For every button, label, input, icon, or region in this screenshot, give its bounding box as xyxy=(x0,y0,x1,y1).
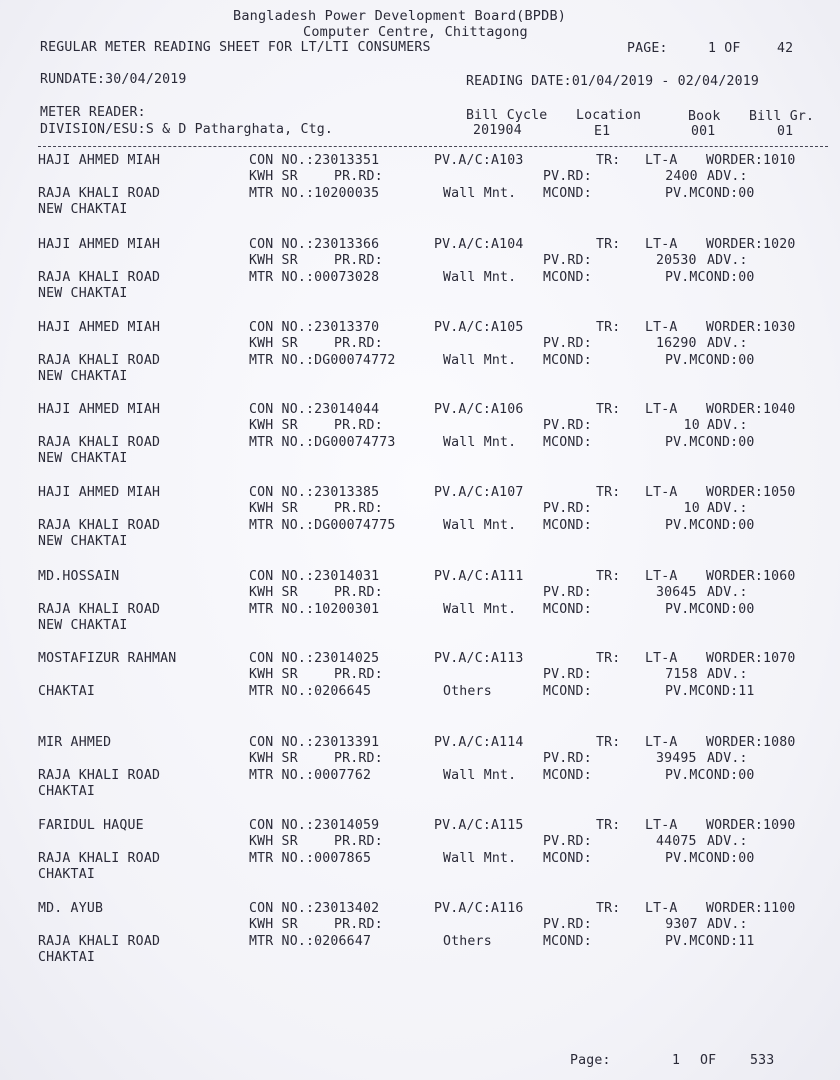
tariff: LT-A xyxy=(645,237,678,252)
consumer-name: MIR AHMED xyxy=(38,735,112,750)
page-total: 42 xyxy=(777,41,794,56)
consumer-name: MD. AYUB xyxy=(38,901,104,916)
pv-rd-label: PV.RD: xyxy=(543,917,592,932)
adv-label: ADV.: xyxy=(707,336,748,351)
work-order: WORDER:1050 xyxy=(706,485,796,500)
mcond-label: MCOND: xyxy=(543,186,592,201)
work-order: WORDER:1040 xyxy=(706,402,796,417)
pr-rd-label: PR.RD: xyxy=(334,253,383,268)
reading-date: READING DATE:01/04/2019 - 02/04/2019 xyxy=(466,74,760,89)
page-number: 1 OF xyxy=(708,41,741,56)
address-line-1: CHAKTAI xyxy=(38,684,95,699)
consumer-record xyxy=(0,901,840,983)
con-number: CON NO.:23014031 xyxy=(249,569,380,584)
meter-number: MTR NO.:0007865 xyxy=(249,851,372,866)
consumer-record xyxy=(0,320,840,402)
pv-mcond: PV.MCOND:00 xyxy=(665,270,755,285)
work-order: WORDER:1010 xyxy=(706,153,796,168)
meter-number: MTR NO.:DG00074775 xyxy=(249,518,396,533)
work-order: WORDER:1100 xyxy=(706,901,796,916)
pv-rd-label: PV.RD: xyxy=(543,751,592,766)
mcond-label: MCOND: xyxy=(543,270,592,285)
pv-account: PV.A/C:A107 xyxy=(434,485,524,500)
mount-type: Wall Mnt. xyxy=(443,186,517,201)
con-number: CON NO.:23013402 xyxy=(249,901,380,916)
tr-label: TR: xyxy=(596,153,621,168)
mount-type: Wall Mnt. xyxy=(443,518,517,533)
pv-account: PV.A/C:A115 xyxy=(434,818,524,833)
address-line-1: RAJA KHALI ROAD xyxy=(38,353,161,368)
meter-number: MTR NO.:0206645 xyxy=(249,684,372,699)
pv-rd-value: 10 xyxy=(683,501,700,516)
con-number: CON NO.:23014059 xyxy=(249,818,380,833)
con-number: CON NO.:23013385 xyxy=(249,485,380,500)
address-line-1: RAJA KHALI ROAD xyxy=(38,602,161,617)
pr-rd-label: PR.RD: xyxy=(334,336,383,351)
meter-number: MTR NO.:DG00074772 xyxy=(249,353,396,368)
tr-label: TR: xyxy=(596,485,621,500)
meter-number: MTR NO.:0007762 xyxy=(249,768,372,783)
sheet-title: REGULAR METER READING SHEET FOR LT/LTI CONSUMERS xyxy=(40,40,431,55)
address-line-2: CHAKTAI xyxy=(38,867,95,882)
meter-number: MTR NO.:10200035 xyxy=(249,186,380,201)
kwh-sr-label: KWH SR xyxy=(249,917,298,932)
consumer-record xyxy=(0,402,840,484)
pv-account: PV.A/C:A103 xyxy=(434,153,524,168)
footer-page-total: 533 xyxy=(750,1053,775,1068)
work-order: WORDER:1080 xyxy=(706,735,796,750)
consumer-name: HAJI AHMED MIAH xyxy=(38,320,161,335)
work-order: WORDER:1030 xyxy=(706,320,796,335)
mount-type: Wall Mnt. xyxy=(443,270,517,285)
bill-cycle-value: 201904 xyxy=(473,123,522,138)
footer-page-label: Page: xyxy=(570,1053,611,1068)
tr-label: TR: xyxy=(596,569,621,584)
meter-number: MTR NO.:0206647 xyxy=(249,934,372,949)
meter-number: MTR NO.:00073028 xyxy=(249,270,380,285)
tr-label: TR: xyxy=(596,901,621,916)
mount-type: Others xyxy=(443,934,492,949)
pv-rd-label: PV.RD: xyxy=(543,169,592,184)
tr-label: TR: xyxy=(596,651,621,666)
run-date: RUNDATE:30/04/2019 xyxy=(40,72,187,87)
pv-mcond: PV.MCOND:00 xyxy=(665,518,755,533)
mcond-label: MCOND: xyxy=(543,768,592,783)
pv-mcond: PV.MCOND:00 xyxy=(665,602,755,617)
kwh-sr-label: KWH SR xyxy=(249,336,298,351)
work-order: WORDER:1090 xyxy=(706,818,796,833)
pv-mcond: PV.MCOND:11 xyxy=(665,934,755,949)
pv-mcond: PV.MCOND:11 xyxy=(665,684,755,699)
consumer-record xyxy=(0,485,840,567)
address-line-2: NEW CHAKTAI xyxy=(38,618,128,633)
pv-rd-value: 9307 xyxy=(665,917,698,932)
pv-rd-label: PV.RD: xyxy=(543,253,592,268)
pr-rd-label: PR.RD: xyxy=(334,751,383,766)
pv-rd-value: 10 xyxy=(683,418,700,433)
tr-label: TR: xyxy=(596,402,621,417)
pv-rd-value: 2400 xyxy=(665,169,698,184)
pv-account: PV.A/C:A113 xyxy=(434,651,524,666)
adv-label: ADV.: xyxy=(707,169,748,184)
mcond-label: MCOND: xyxy=(543,684,592,699)
mcond-label: MCOND: xyxy=(543,602,592,617)
col-location: Location xyxy=(576,108,642,123)
pv-rd-label: PV.RD: xyxy=(543,501,592,516)
col-bill-gr: Bill Gr. xyxy=(749,109,815,124)
pv-rd-label: PV.RD: xyxy=(543,418,592,433)
work-order: WORDER:1070 xyxy=(706,651,796,666)
tariff: LT-A xyxy=(645,818,678,833)
adv-label: ADV.: xyxy=(707,917,748,932)
consumer-record xyxy=(0,569,840,651)
kwh-sr-label: KWH SR xyxy=(249,834,298,849)
con-number: CON NO.:23013366 xyxy=(249,237,380,252)
pv-mcond: PV.MCOND:00 xyxy=(665,435,755,450)
address-line-1: RAJA KHALI ROAD xyxy=(38,186,161,201)
pv-account: PV.A/C:A111 xyxy=(434,569,524,584)
pv-rd-label: PV.RD: xyxy=(543,834,592,849)
pv-account: PV.A/C:A105 xyxy=(434,320,524,335)
pv-account: PV.A/C:A114 xyxy=(434,735,524,750)
pv-rd-value: 44075 xyxy=(656,834,697,849)
tariff: LT-A xyxy=(645,651,678,666)
org-title: Bangladesh Power Development Board(BPDB) xyxy=(233,8,567,24)
page-label: PAGE: xyxy=(627,41,668,56)
meter-number: MTR NO.:DG00074773 xyxy=(249,435,396,450)
tariff: LT-A xyxy=(645,402,678,417)
pv-mcond: PV.MCOND:00 xyxy=(665,353,755,368)
pv-rd-value: 7158 xyxy=(665,667,698,682)
consumer-name: HAJI AHMED MIAH xyxy=(38,402,161,417)
pv-rd-value: 30645 xyxy=(656,585,697,600)
adv-label: ADV.: xyxy=(707,751,748,766)
pr-rd-label: PR.RD: xyxy=(334,834,383,849)
consumer-record xyxy=(0,237,840,319)
pr-rd-label: PR.RD: xyxy=(334,917,383,932)
pv-account: PV.A/C:A104 xyxy=(434,237,524,252)
consumer-name: HAJI AHMED MIAH xyxy=(38,237,161,252)
pr-rd-label: PR.RD: xyxy=(334,418,383,433)
centre-subtitle: Computer Centre, Chittagong xyxy=(303,24,528,40)
mcond-label: MCOND: xyxy=(543,851,592,866)
pv-rd-value: 16290 xyxy=(656,336,697,351)
header-divider xyxy=(38,146,828,147)
location-value: E1 xyxy=(594,124,611,139)
address-line-1: RAJA KHALI ROAD xyxy=(38,851,161,866)
pv-rd-label: PV.RD: xyxy=(543,585,592,600)
pv-account: PV.A/C:A106 xyxy=(434,402,524,417)
pv-mcond: PV.MCOND:00 xyxy=(665,768,755,783)
kwh-sr-label: KWH SR xyxy=(249,501,298,516)
col-book: Book xyxy=(688,109,721,124)
con-number: CON NO.:23014044 xyxy=(249,402,380,417)
con-number: CON NO.:23013391 xyxy=(249,735,380,750)
address-line-1: RAJA KHALI ROAD xyxy=(38,518,161,533)
tariff: LT-A xyxy=(645,320,678,335)
mcond-label: MCOND: xyxy=(543,353,592,368)
meter-number: MTR NO.:10200301 xyxy=(249,602,380,617)
adv-label: ADV.: xyxy=(707,501,748,516)
address-line-1: RAJA KHALI ROAD xyxy=(38,270,161,285)
pr-rd-label: PR.RD: xyxy=(334,501,383,516)
pv-rd-value: 39495 xyxy=(656,751,697,766)
bill-gr-value: 01 xyxy=(777,124,794,139)
mcond-label: MCOND: xyxy=(543,934,592,949)
kwh-sr-label: KWH SR xyxy=(249,253,298,268)
address-line-1: RAJA KHALI ROAD xyxy=(38,768,161,783)
address-line-2: NEW CHAKTAI xyxy=(38,286,128,301)
mount-type: Wall Mnt. xyxy=(443,768,517,783)
kwh-sr-label: KWH SR xyxy=(249,585,298,600)
pr-rd-label: PR.RD: xyxy=(334,585,383,600)
consumer-name: FARIDUL HAQUE xyxy=(38,818,144,833)
kwh-sr-label: KWH SR xyxy=(249,667,298,682)
mount-type: Wall Mnt. xyxy=(443,353,517,368)
pv-rd-value: 20530 xyxy=(656,253,697,268)
consumer-record xyxy=(0,735,840,817)
consumer-record xyxy=(0,651,840,733)
tariff: LT-A xyxy=(645,569,678,584)
kwh-sr-label: KWH SR xyxy=(249,418,298,433)
address-line-2: NEW CHAKTAI xyxy=(38,202,128,217)
tariff: LT-A xyxy=(645,485,678,500)
tr-label: TR: xyxy=(596,735,621,750)
work-order: WORDER:1060 xyxy=(706,569,796,584)
tariff: LT-A xyxy=(645,735,678,750)
division-label: DIVISION/ESU:S & D Patharghata, Ctg. xyxy=(40,122,334,137)
consumer-record xyxy=(0,153,840,235)
address-line-2: NEW CHAKTAI xyxy=(38,451,128,466)
consumer-name: HAJI AHMED MIAH xyxy=(38,153,161,168)
con-number: CON NO.:23014025 xyxy=(249,651,380,666)
meter-reader-label: METER READER: xyxy=(40,105,146,120)
tariff: LT-A xyxy=(645,901,678,916)
consumer-record xyxy=(0,818,840,900)
kwh-sr-label: KWH SR xyxy=(249,169,298,184)
adv-label: ADV.: xyxy=(707,667,748,682)
footer-of: OF xyxy=(700,1053,717,1068)
mount-type: Others xyxy=(443,684,492,699)
mcond-label: MCOND: xyxy=(543,435,592,450)
pv-mcond: PV.MCOND:00 xyxy=(665,186,755,201)
con-number: CON NO.:23013370 xyxy=(249,320,380,335)
adv-label: ADV.: xyxy=(707,253,748,268)
col-bill-cycle: Bill Cycle xyxy=(466,108,548,123)
adv-label: ADV.: xyxy=(707,418,748,433)
consumer-name: MD.HOSSAIN xyxy=(38,569,120,584)
pr-rd-label: PR.RD: xyxy=(334,667,383,682)
mount-type: Wall Mnt. xyxy=(443,602,517,617)
work-order: WORDER:1020 xyxy=(706,237,796,252)
consumer-name: MOSTAFIZUR RAHMAN xyxy=(38,651,177,666)
address-line-2: CHAKTAI xyxy=(38,950,95,965)
address-line-1: RAJA KHALI ROAD xyxy=(38,435,161,450)
adv-label: ADV.: xyxy=(707,585,748,600)
pv-rd-label: PV.RD: xyxy=(543,667,592,682)
pv-account: PV.A/C:A116 xyxy=(434,901,524,916)
con-number: CON NO.:23013351 xyxy=(249,153,380,168)
mcond-label: MCOND: xyxy=(543,518,592,533)
footer-page-number: 1 xyxy=(672,1053,681,1068)
mount-type: Wall Mnt. xyxy=(443,435,517,450)
pv-mcond: PV.MCOND:00 xyxy=(665,851,755,866)
kwh-sr-label: KWH SR xyxy=(249,751,298,766)
tr-label: TR: xyxy=(596,320,621,335)
tr-label: TR: xyxy=(596,237,621,252)
book-value: 001 xyxy=(691,124,716,139)
consumer-name: HAJI AHMED MIAH xyxy=(38,485,161,500)
mount-type: Wall Mnt. xyxy=(443,851,517,866)
pr-rd-label: PR.RD: xyxy=(334,169,383,184)
address-line-2: NEW CHAKTAI xyxy=(38,369,128,384)
address-line-2: NEW CHAKTAI xyxy=(38,534,128,549)
pv-rd-label: PV.RD: xyxy=(543,336,592,351)
tariff: LT-A xyxy=(645,153,678,168)
tr-label: TR: xyxy=(596,818,621,833)
adv-label: ADV.: xyxy=(707,834,748,849)
address-line-1: RAJA KHALI ROAD xyxy=(38,934,161,949)
address-line-2: CHAKTAI xyxy=(38,784,95,799)
